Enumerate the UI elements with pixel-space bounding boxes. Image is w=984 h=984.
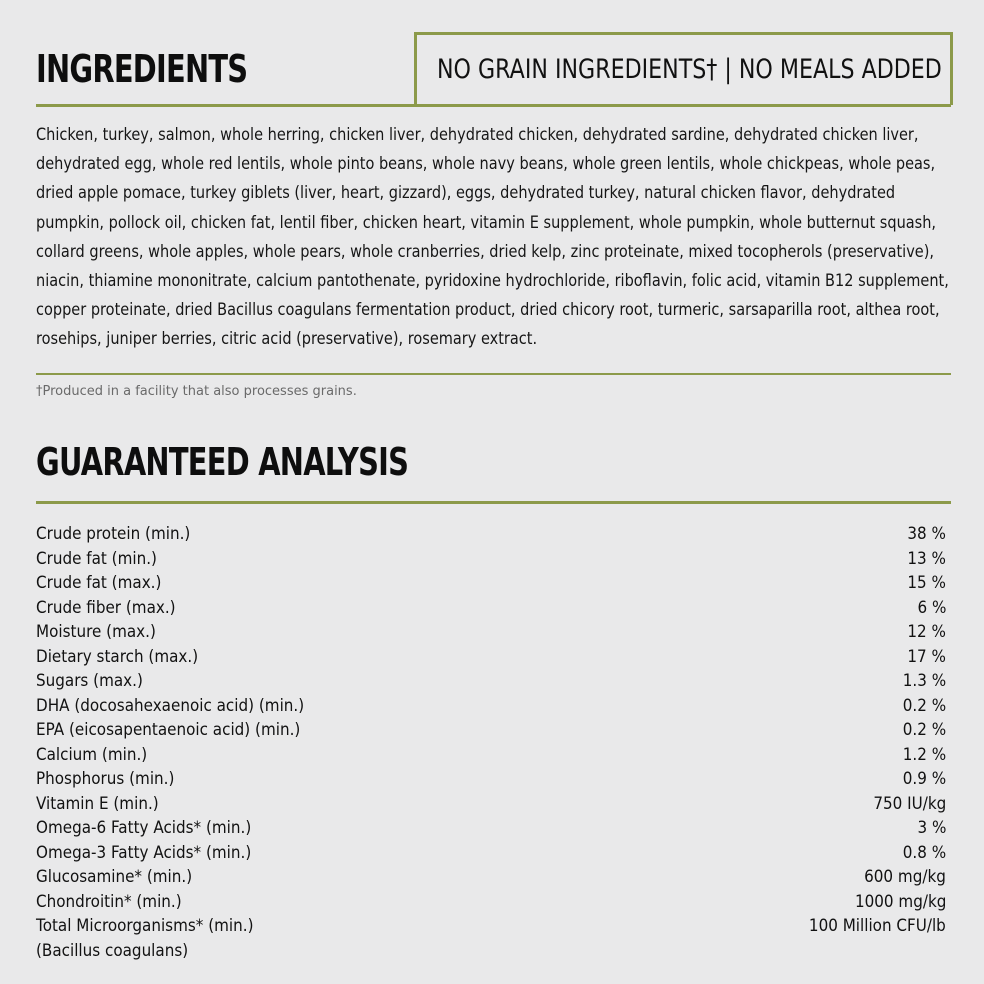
- footnote-divider: [36, 373, 951, 375]
- claim-box: [414, 32, 953, 105]
- analysis-row: [36, 743, 946, 768]
- analysis-row: [36, 792, 946, 817]
- analysis-divider: [36, 501, 951, 504]
- analysis-value: 6 %: [917, 597, 946, 617]
- analysis-value: 13 %: [907, 548, 946, 568]
- analysis-label: Omega-3 Fatty Acids* (min.): [36, 842, 252, 862]
- grain-footnote: †Produced in a facility that also processes grains.: [36, 384, 357, 399]
- analysis-value: 600 mg/kg: [864, 867, 946, 886]
- analysis-row: [36, 694, 946, 719]
- analysis-row: [36, 841, 946, 866]
- analysis-table: [36, 522, 946, 963]
- analysis-label: Calcium (min.): [36, 744, 148, 764]
- analysis-value: 0.2 %: [902, 695, 946, 715]
- analysis-value: 15 %: [907, 573, 946, 592]
- analysis-row: [36, 816, 946, 841]
- analysis-row: [36, 669, 946, 694]
- analysis-label: DHA (docosahexaenoic acid) (min.): [36, 695, 305, 715]
- analysis-row: [36, 620, 946, 645]
- analysis-label: Vitamin E (min.): [36, 793, 159, 813]
- analysis-value: 1.2 %: [902, 744, 946, 764]
- analysis-row: [36, 718, 946, 743]
- analysis-row: [36, 522, 946, 547]
- analysis-row: [36, 571, 946, 596]
- analysis-value: 12 %: [907, 622, 946, 641]
- analysis-row: [36, 547, 946, 572]
- analysis-row: [36, 645, 946, 670]
- analysis-value: 3 %: [917, 818, 946, 837]
- analysis-value: 0.2 %: [902, 720, 946, 739]
- analysis-label: Omega-6 Fatty Acids* (min.): [36, 818, 252, 837]
- analysis-row: [36, 939, 946, 964]
- analysis-value: 1000 mg/kg: [854, 891, 946, 911]
- analysis-value: 750 IU/kg: [873, 793, 946, 813]
- analysis-value: 100 Million CFU/lb: [809, 916, 946, 935]
- ingredients-heading: INGREDIENTS: [36, 47, 248, 91]
- analysis-label: Moisture (max.): [36, 622, 156, 641]
- analysis-label: (Bacillus coagulans): [36, 940, 189, 960]
- ingredients-list: Chicken, turkey, salmon, whole herring, chicken liver, dehydrated chicken, dehydrated sardine, dehydrated chicken liver, dehydrated egg, whole red lentils, whole pinto beans, whole navy beans, whole green lentils, whole chickpeas, whole peas, dried apple pomace, turkey giblets (liver, heart, gizzard), eggs, dehydrated turkey, natural chicken flavor, dehydrated pumpkin, pollock oil, chicken fat, lentil fiber, chicken heart, vitamin E supplement, whole pumpkin, whole butternut squash, collard greens, whole apples, whole pears, whole cranberries, dried kelp, zinc proteinate, mixed tocopherols (preservative), niacin, thiamine mononitrate, calcium pantothenate, pyridoxine hydrochloride, riboflavin, folic acid, vitamin B12 supplement, copper proteinate, dried Bacillus coagulans fermentation product, dried chicory root, turmeric, sarsaparilla root, althea root, rosehips, juniper berries, citric acid (preservative), rosemary extract.: [36, 125, 949, 349]
- analysis-label: Phosphorus (min.): [36, 769, 175, 788]
- analysis-row: [36, 767, 946, 792]
- analysis-label: Dietary starch (max.): [36, 646, 199, 666]
- analysis-row: [36, 865, 946, 890]
- analysis-value: 0.9 %: [902, 769, 946, 788]
- analysis-label: Crude fat (max.): [36, 573, 162, 592]
- analysis-row: [36, 914, 946, 939]
- analysis-heading: GUARANTEED ANALYSIS: [36, 440, 409, 484]
- analysis-label: Sugars (max.): [36, 671, 143, 690]
- analysis-label: EPA (eicosapentaenoic acid) (min.): [36, 720, 301, 739]
- analysis-value: 1.3 %: [902, 671, 946, 690]
- analysis-value: 0.8 %: [902, 842, 946, 862]
- analysis-label: Crude protein (min.): [36, 524, 191, 543]
- analysis-label: Glucosamine* (min.): [36, 867, 193, 886]
- ingredients-divider: [36, 104, 951, 107]
- analysis-label: Chondroitin* (min.): [36, 891, 182, 911]
- claim-text: NO GRAIN INGREDIENTS† | NO MEALS ADDED: [437, 54, 942, 85]
- analysis-row: [36, 596, 946, 621]
- analysis-row: [36, 890, 946, 915]
- analysis-value: 38 %: [907, 524, 946, 543]
- analysis-label: Total Microorganisms* (min.): [36, 916, 254, 935]
- analysis-label: Crude fat (min.): [36, 548, 157, 568]
- analysis-value: 17 %: [907, 646, 946, 666]
- analysis-label: Crude fiber (max.): [36, 597, 176, 617]
